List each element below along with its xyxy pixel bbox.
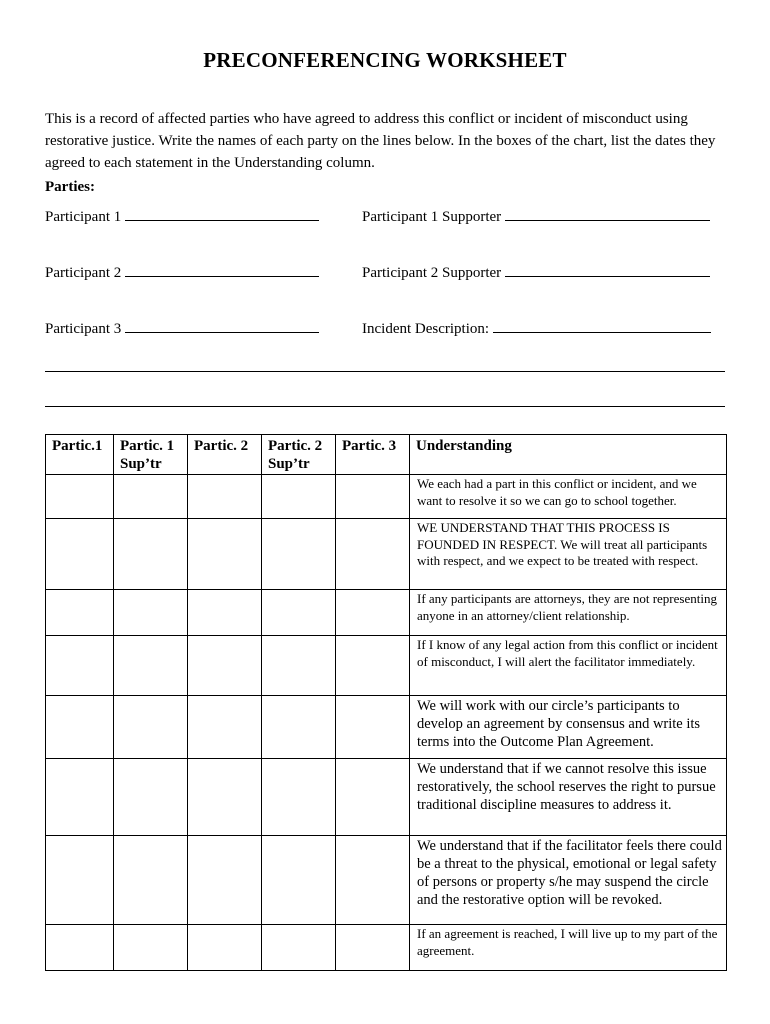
table-row [46, 696, 727, 759]
incident-description-line-2[interactable] [45, 371, 725, 372]
date-cell[interactable] [188, 696, 262, 759]
understanding-statement: If an agreement is reached, I will live up to my part of the agreement. [410, 925, 727, 971]
understanding-chart [45, 434, 727, 971]
date-cell[interactable] [114, 696, 188, 759]
date-cell[interactable] [336, 696, 410, 759]
understanding-statement: We understand that if the facilitator feels there could be a threat to the physical, emotional or legal safety of persons or property s/he may suspend the circle and the restorative option will be revoked. [410, 836, 727, 925]
date-cell[interactable] [46, 925, 114, 971]
table-row [46, 590, 727, 636]
date-cell[interactable] [46, 759, 114, 836]
date-cell[interactable] [114, 519, 188, 590]
date-cell[interactable] [114, 759, 188, 836]
date-cell[interactable] [336, 590, 410, 636]
participant-3-field [45, 320, 319, 338]
table-row [46, 836, 727, 925]
header-partic-1: Partic.1 [46, 435, 114, 475]
participant-1-supporter-field [362, 208, 710, 226]
date-cell[interactable] [188, 759, 262, 836]
date-cell[interactable] [336, 836, 410, 925]
date-cell[interactable] [262, 636, 336, 696]
understanding-statement: If any participants are attorneys, they are not representing anyone in an attorney/client relationship. [410, 590, 727, 636]
date-cell[interactable] [114, 475, 188, 519]
date-cell[interactable] [336, 925, 410, 971]
header-partic-2-suptr: Partic. 2 Sup’tr [262, 435, 336, 475]
date-cell[interactable] [188, 836, 262, 925]
participant-3-label: Participant 3 [45, 321, 122, 337]
date-cell[interactable] [46, 475, 114, 519]
date-cell[interactable] [46, 636, 114, 696]
table-row [46, 759, 727, 836]
participant-1-line[interactable] [125, 208, 319, 221]
date-cell[interactable] [46, 836, 114, 925]
participant-2-line[interactable] [125, 264, 319, 277]
header-understanding: Understanding [410, 435, 727, 475]
date-cell[interactable] [262, 590, 336, 636]
participant-1-field [45, 208, 319, 226]
date-cell[interactable] [336, 519, 410, 590]
date-cell[interactable] [188, 925, 262, 971]
page-title: PRECONFERENCING WORKSHEET [203, 48, 567, 72]
participant-2-supporter-field [362, 264, 710, 282]
date-cell[interactable] [114, 590, 188, 636]
date-cell[interactable] [188, 590, 262, 636]
participant-1-supporter-line[interactable] [505, 208, 710, 221]
participant-1-label: Participant 1 [45, 209, 122, 225]
header-partic-1-suptr: Partic. 1 Sup’tr [114, 435, 188, 475]
incident-description-field [362, 320, 711, 338]
date-cell[interactable] [336, 475, 410, 519]
participant-2-field [45, 264, 319, 282]
participant-2-supporter-label: Participant 2 Supporter [362, 265, 502, 281]
date-cell[interactable] [262, 836, 336, 925]
understanding-statement: We each had a part in this conflict or incident, and we want to resolve it so we can go to school together. [410, 475, 727, 519]
participant-2-label: Participant 2 [45, 265, 122, 281]
incident-description-label: Incident Description: [362, 321, 490, 337]
date-cell[interactable] [46, 519, 114, 590]
understanding-statement: We will work with our circle’s participants to develop an agreement by consensus and write its terms into the Outcome Plan Agreement. [410, 696, 727, 759]
header-partic-3: Partic. 3 [336, 435, 410, 475]
date-cell[interactable] [46, 696, 114, 759]
chart-header-row [46, 435, 727, 475]
participant-2-supporter-line[interactable] [505, 264, 710, 277]
date-cell[interactable] [336, 759, 410, 836]
date-cell[interactable] [114, 636, 188, 696]
table-row [46, 636, 727, 696]
understanding-statement: We understand that if we cannot resolve this issue restoratively, the school reserves the right to pursue traditional discipline measures to address it. [410, 759, 727, 836]
incident-description-line[interactable] [493, 320, 711, 333]
understanding-statement: WE UNDERSTAND THAT THIS PROCESS IS FOUNDED IN RESPECT. We will treat all participants with respect, and we expect to be treated with respect. [410, 519, 727, 590]
date-cell[interactable] [188, 636, 262, 696]
date-cell[interactable] [114, 836, 188, 925]
header-partic-2: Partic. 2 [188, 435, 262, 475]
date-cell[interactable] [188, 475, 262, 519]
incident-description-line-3[interactable] [45, 406, 725, 407]
table-row [46, 519, 727, 590]
date-cell[interactable] [262, 519, 336, 590]
date-cell[interactable] [114, 925, 188, 971]
table-row [46, 475, 727, 519]
participant-1-supporter-label: Participant 1 Supporter [362, 209, 502, 225]
intro-paragraph: This is a record of affected parties who have agreed to address this conflict or incident of misconduct using restorative justice. Write the names of each party on the lines below. In the boxes of the chart, list the dates they agreed to each statement in the Understanding column. [45, 111, 716, 171]
date-cell[interactable] [262, 759, 336, 836]
date-cell[interactable] [188, 519, 262, 590]
date-cell[interactable] [262, 925, 336, 971]
understanding-statement: If I know of any legal action from this conflict or incident of misconduct, I will alert the facilitator immediately. [410, 636, 727, 696]
date-cell[interactable] [262, 696, 336, 759]
date-cell[interactable] [262, 475, 336, 519]
table-row [46, 925, 727, 971]
date-cell[interactable] [46, 590, 114, 636]
date-cell[interactable] [336, 636, 410, 696]
parties-label: Parties: [45, 179, 95, 195]
participant-3-line[interactable] [125, 320, 319, 333]
